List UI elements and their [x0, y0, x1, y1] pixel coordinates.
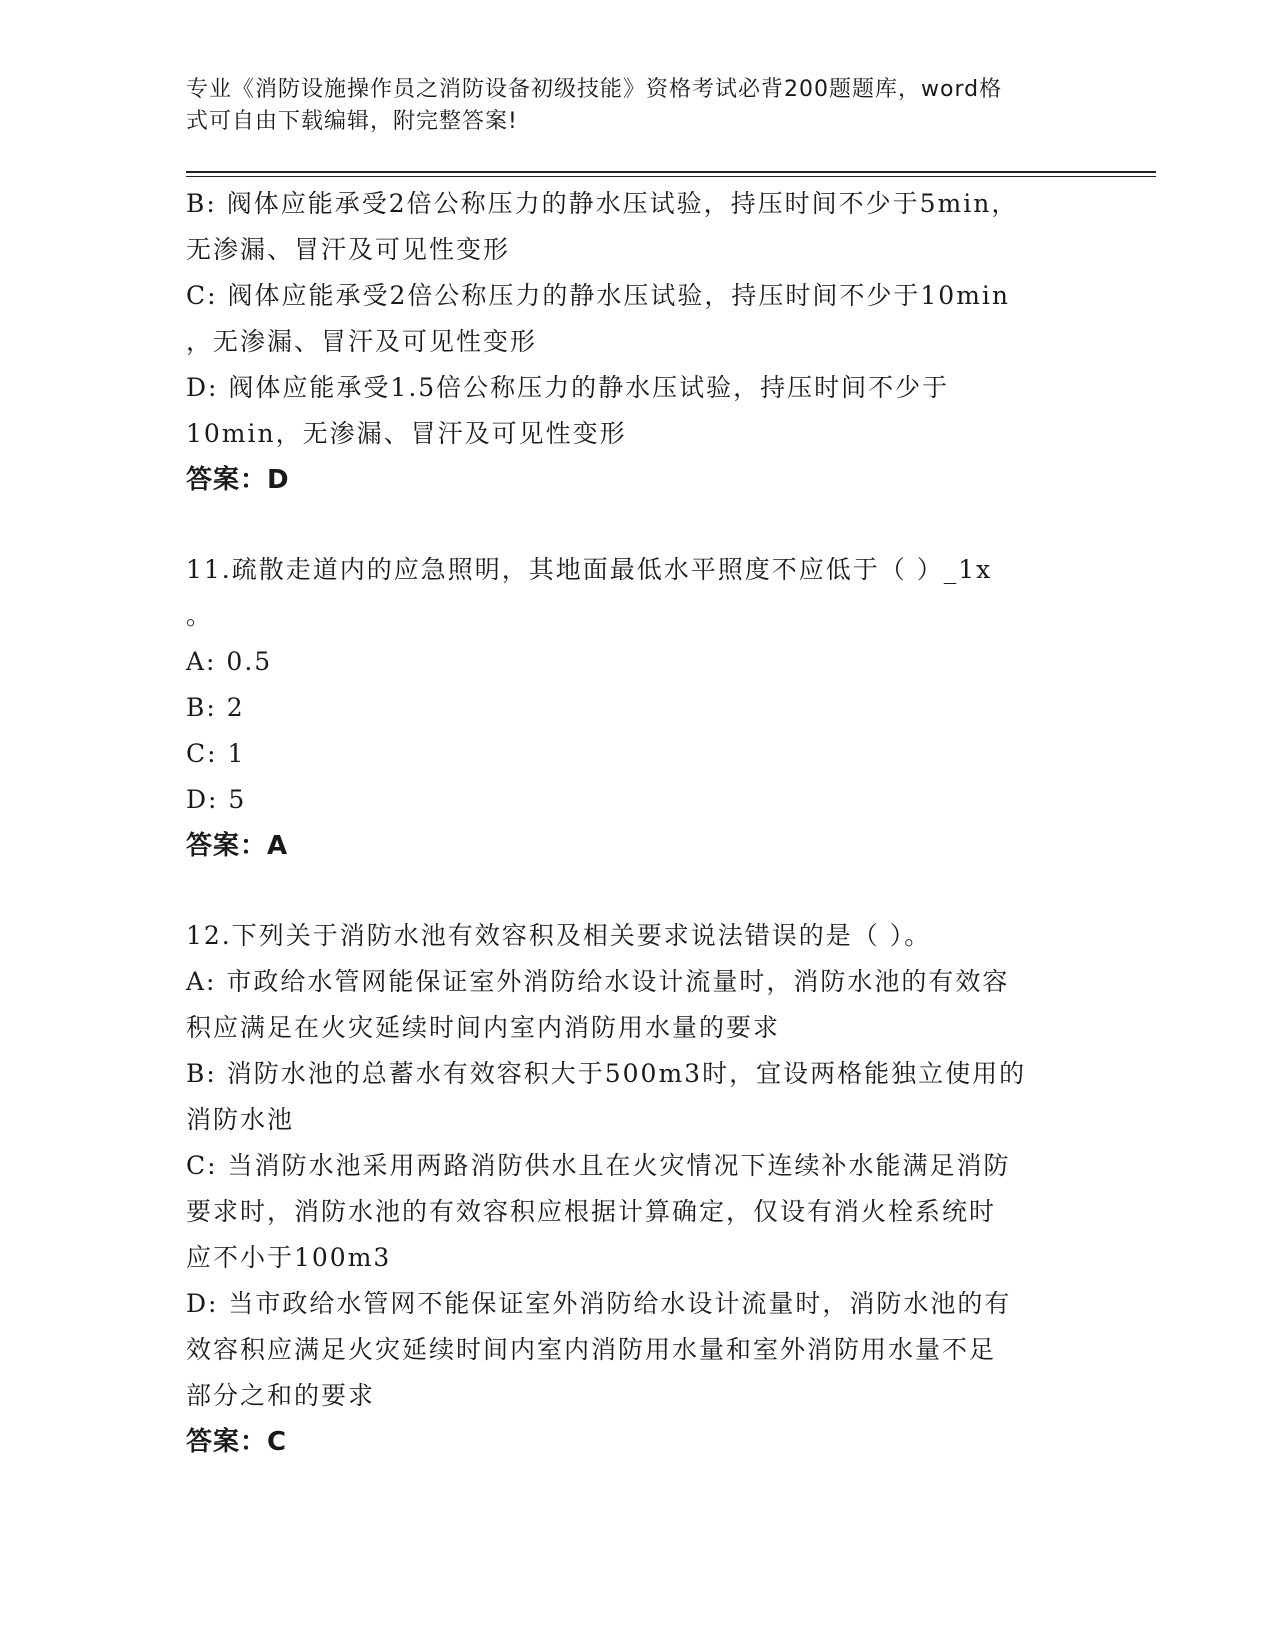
document-header — [186, 74, 1086, 138]
option-a-line-1: A: 市政给水管网能保证室外消防给水设计流量时，消防水池的有效容 — [186, 967, 1010, 996]
header-divider-thin — [186, 176, 1156, 177]
option-b-line-2: 消防水池 — [186, 1105, 295, 1134]
option-b: B: 2 — [186, 693, 245, 722]
question-11-answer: 答案：A — [186, 831, 289, 861]
question-12-answer: 答案：C — [186, 1427, 288, 1457]
header-divider-thick — [186, 171, 1156, 173]
option-c-line-3: 应不小于100m3 — [186, 1243, 392, 1272]
option-c: C: 1 — [186, 739, 246, 768]
option-b-line-2: 无渗漏、冒汗及可见性变形 — [186, 235, 511, 264]
option-d-line-1: D: 阀体应能承受1.5倍公称压力的静水压试验，持压时间不少于 — [186, 373, 950, 402]
question-10-answer: 答案：D — [186, 465, 290, 495]
option-a-line-2: 积应满足在火灾延续时间内室内消防用水量的要求 — [186, 1013, 781, 1042]
option-c-line-2: 要求时，消防水池的有效容积应根据计算确定，仅设有消火栓系统时 — [186, 1197, 997, 1226]
header-line-1: 专业《消防设施操作员之消防设备初级技能》资格考试必背200题题库，word格 — [186, 77, 1003, 102]
option-c-line-1: C: 阀体应能承受2倍公称压力的静水压试验，持压时间不少于10min — [186, 281, 1011, 310]
option-b-line-1: B: 阀体应能承受2倍公称压力的静水压试验，持压时间不少于5min， — [186, 189, 1019, 218]
question-11-text-line-1: 11.疏散走道内的应急照明，其地面最低水平照度不应低于（ ）_1x — [186, 555, 993, 584]
question-10-options — [186, 181, 1086, 503]
question-12-text: 12.下列关于消防水池有效容积及相关要求说法错误的是（ ）。 — [186, 921, 932, 950]
question-12 — [186, 913, 1086, 1465]
option-d-line-1: D: 当市政给水管网不能保证室外消防给水设计流量时，消防水池的有 — [186, 1289, 1012, 1318]
option-d-line-3: 部分之和的要求 — [186, 1381, 376, 1410]
question-11-text-line-2: 。 — [186, 601, 214, 630]
header-line-2: 式可自由下载编辑，附完整答案! — [186, 109, 518, 134]
option-c-line-2: ，无渗漏、冒汗及可见性变形 — [186, 327, 538, 356]
spacer — [186, 869, 1086, 913]
spacer — [186, 503, 1086, 547]
document-body — [186, 181, 1086, 1465]
option-a: A: 0.5 — [186, 647, 273, 676]
question-11 — [186, 547, 1086, 869]
option-b-line-1: B: 消防水池的总蓄水有效容积大于500m3时，宜设两格能独立使用的 — [186, 1059, 1027, 1088]
option-c-line-1: C: 当消防水池采用两路消防供水且在火灾情况下连续补水能满足消防 — [186, 1151, 1011, 1180]
option-d-line-2: 10min，无渗漏、冒汗及可见性变形 — [186, 419, 627, 448]
option-d: D: 5 — [186, 785, 247, 814]
option-d-line-2: 效容积应满足火灾延续时间内室内消防用水量和室外消防用水量不足 — [186, 1335, 997, 1364]
